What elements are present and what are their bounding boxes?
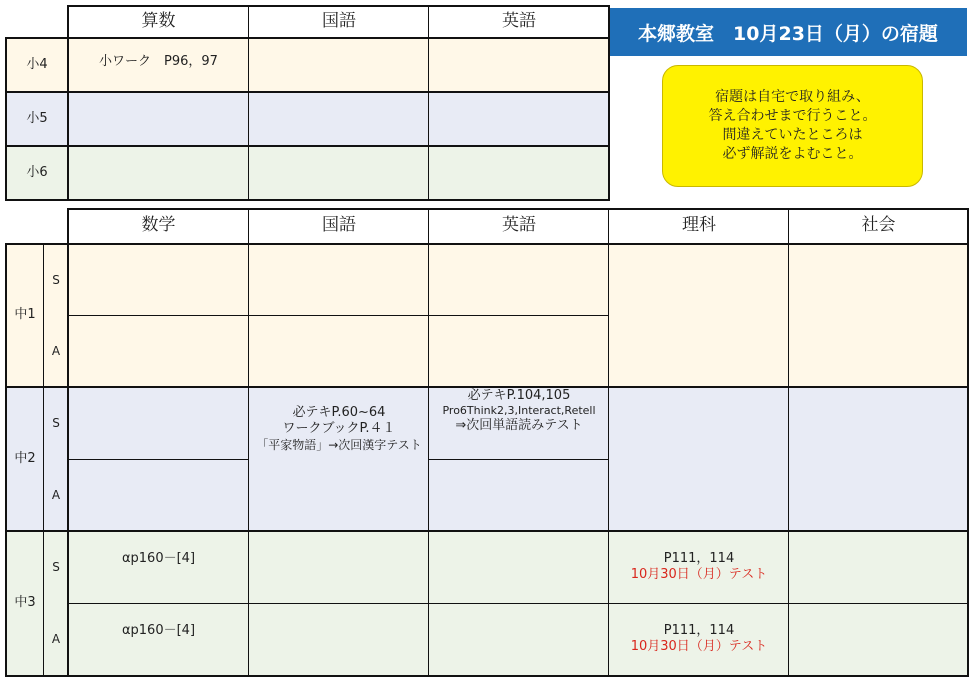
table-cell bbox=[429, 387, 609, 459]
table-cell: αp160－[4] bbox=[121, 550, 196, 566]
grid-line bbox=[428, 208, 429, 677]
cell-line: P111，114 bbox=[663, 550, 735, 566]
grid-line bbox=[5, 243, 969, 245]
grid-line bbox=[5, 530, 969, 532]
grid-line bbox=[67, 208, 69, 677]
table-cell: 小ワーク P96，97 bbox=[99, 53, 218, 69]
cell-line: 必テキP.60~64 bbox=[292, 405, 386, 420]
cell-line: ワークブックP.４１ bbox=[282, 421, 396, 437]
grid-line bbox=[67, 5, 69, 201]
grade-label: 小6 bbox=[26, 164, 48, 180]
level-label: A bbox=[51, 631, 61, 646]
cell-line: 「平家物語」→次回漢字テスト bbox=[256, 437, 422, 452]
grid-line bbox=[68, 459, 249, 460]
note-line: 必ず解説をよむこと。 bbox=[722, 145, 863, 162]
row-bg-sho5 bbox=[6, 92, 609, 146]
grid-line bbox=[5, 199, 610, 201]
subject-header: 英語 bbox=[429, 209, 609, 243]
grade-label: 中3 bbox=[14, 594, 36, 610]
grid-line bbox=[788, 208, 789, 677]
subject-header: 社会 bbox=[789, 209, 968, 243]
level-label: S bbox=[52, 272, 60, 287]
grade-label: 中2 bbox=[14, 450, 36, 466]
note-line: 間違えていたところは bbox=[722, 127, 863, 143]
table-cell bbox=[249, 387, 429, 531]
grid-line bbox=[68, 603, 969, 604]
grid-line bbox=[5, 37, 610, 39]
test-date: 10月30日（月）テスト bbox=[630, 567, 768, 582]
level-label: S bbox=[52, 559, 60, 574]
grid-line bbox=[967, 208, 969, 677]
grid-line bbox=[608, 208, 609, 677]
grid-line bbox=[248, 208, 249, 677]
level-label: S bbox=[52, 415, 60, 430]
subject-header: 数学 bbox=[68, 209, 249, 243]
cell-line: 必テキP.104,105 bbox=[467, 388, 571, 403]
grid-line bbox=[43, 243, 44, 677]
grid-line bbox=[5, 91, 610, 93]
grade-label: 小5 bbox=[26, 110, 48, 126]
grid-line bbox=[68, 315, 609, 316]
grade-label: 小4 bbox=[26, 56, 48, 72]
grid-line bbox=[248, 5, 249, 201]
note-line: 宿題は自宅で取り組み、 bbox=[715, 89, 870, 106]
subject-header: 算数 bbox=[68, 6, 249, 38]
grid-line bbox=[68, 5, 610, 7]
grid-line bbox=[5, 145, 610, 147]
grid-line bbox=[5, 243, 7, 677]
level-label: A bbox=[51, 344, 61, 358]
subject-header: 理科 bbox=[609, 209, 789, 243]
grid-line bbox=[608, 5, 610, 201]
grid-line bbox=[5, 37, 7, 201]
grid-line bbox=[5, 386, 969, 388]
page-title: 本郷教室 10月23日（月）の宿題 bbox=[609, 8, 967, 56]
grade-label: 中1 bbox=[14, 307, 36, 323]
cell-line: ⇒次回単語読みテスト bbox=[455, 418, 583, 433]
cell-line: Pro6Think2,3,Interact,Retell bbox=[442, 404, 596, 418]
subject-header: 国語 bbox=[249, 209, 429, 243]
subject-header: 英語 bbox=[429, 6, 609, 38]
subject-header: 国語 bbox=[249, 6, 429, 38]
row-bg-sho6 bbox=[6, 146, 609, 200]
grid-line bbox=[5, 675, 969, 677]
cell-line: P111，114 bbox=[663, 622, 735, 638]
test-date: 10月30日（月）テスト bbox=[630, 639, 768, 654]
grid-line bbox=[68, 208, 969, 210]
homework-note bbox=[662, 65, 923, 187]
table-cell bbox=[609, 603, 789, 675]
grid-line bbox=[429, 459, 609, 460]
table-cell bbox=[609, 531, 789, 603]
table-cell: αp160－[4] bbox=[121, 622, 196, 638]
note-line: 答え合わせまで行うこと。 bbox=[708, 108, 877, 125]
grid-line bbox=[428, 5, 429, 201]
level-label: A bbox=[51, 487, 61, 502]
